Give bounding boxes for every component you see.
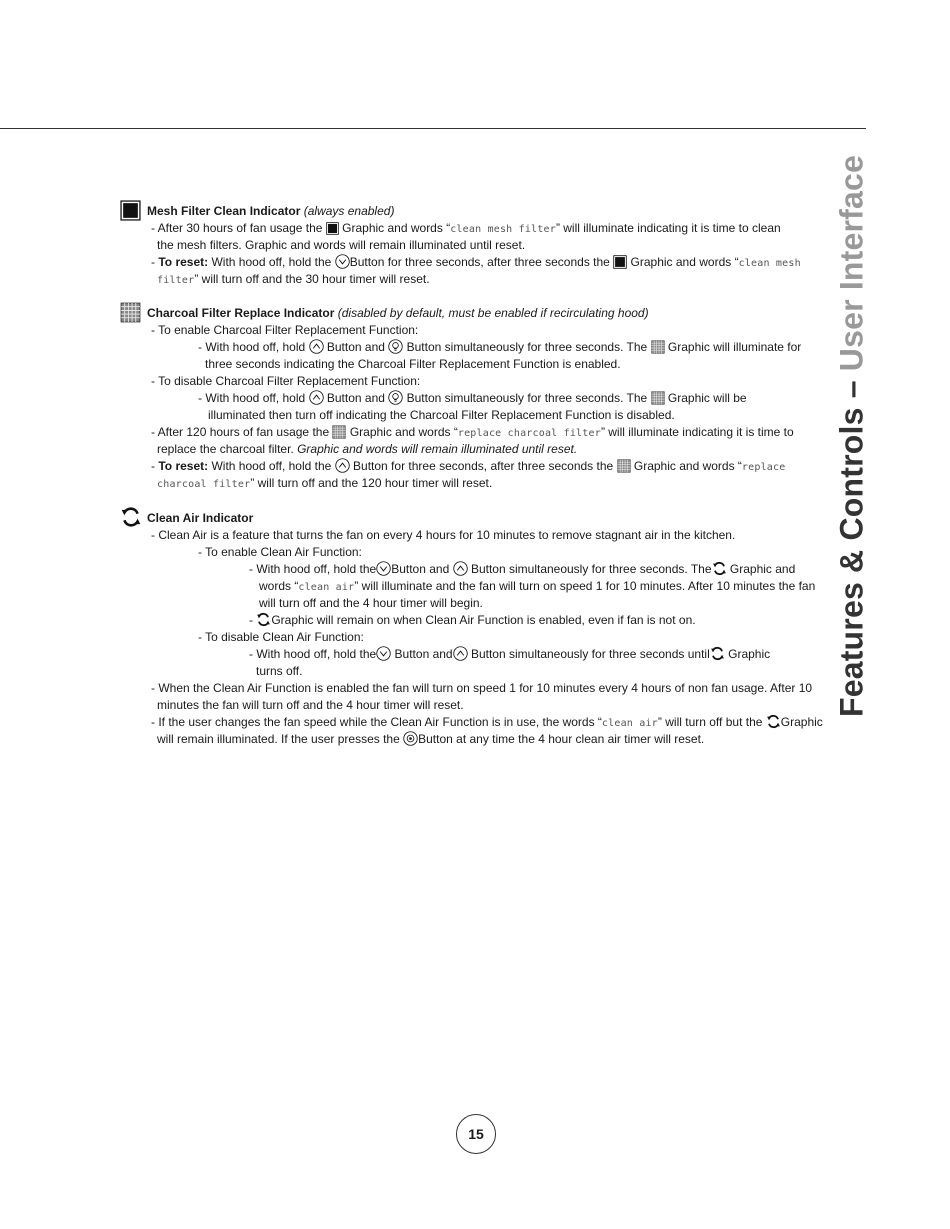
text: Button simultaneously for three seconds. The xyxy=(406,391,648,405)
display-text: clean mesh filter xyxy=(450,224,556,235)
charcoal-after-line-1 xyxy=(151,424,794,442)
display-text: clean mesh xyxy=(738,258,801,269)
text: - xyxy=(151,459,159,473)
mesh-line-3 xyxy=(151,254,801,272)
fan-up-button-icon xyxy=(453,561,468,576)
charcoal-enable-line-2: three seconds indicating the Charcoal Filter Replacement Function is enabled. xyxy=(205,357,621,371)
side-title-dash: – xyxy=(833,371,870,408)
mesh-filter-icon xyxy=(326,222,339,235)
clean-air-disable-heading: - To disable Clean Air Function: xyxy=(198,630,364,644)
clean-air-enable-heading: - To enable Clean Air Function: xyxy=(198,545,362,559)
charcoal-filter-icon xyxy=(332,425,346,439)
side-title-sub: User Interface xyxy=(833,154,870,372)
fan-down-button-icon xyxy=(335,254,350,269)
text: ” will turn off but the xyxy=(657,715,763,729)
charcoal-disable-heading: - To disable Charcoal Filter Replacement Function: xyxy=(151,374,421,388)
clean-air-icon xyxy=(712,561,727,576)
fan-down-button-icon xyxy=(376,646,391,661)
clean-air-disable-line-2: turns off. xyxy=(256,664,303,678)
clean-air-icon xyxy=(766,714,781,729)
charcoal-filter-icon xyxy=(617,459,631,473)
text: Graphic and words will remain illuminated until reset. xyxy=(297,442,578,456)
text: With hood off, hold the xyxy=(208,255,332,269)
mesh-line-4 xyxy=(157,271,430,289)
charcoal-enable-heading: - To enable Charcoal Filter Replacement Function: xyxy=(151,323,419,337)
text: Button simultaneously for three seconds. The xyxy=(406,340,648,354)
clean-air-if-line-2 xyxy=(157,731,704,748)
fan-up-button-icon xyxy=(453,646,468,661)
charcoal-enable-line-1 xyxy=(198,339,801,356)
text: Button and xyxy=(391,562,450,576)
text: Button simultaneously for three seconds. The xyxy=(470,562,712,576)
text: - After 30 hours of fan usage the xyxy=(151,221,323,235)
charcoal-note: (disabled by default, must be enabled if recirculating hood) xyxy=(337,306,649,320)
display-text: clean air xyxy=(298,582,355,593)
text: - After 120 hours of fan usage the xyxy=(151,425,330,439)
text: - With hood off, hold the xyxy=(249,562,377,576)
text: ” will turn off and the 120 hour timer will reset. xyxy=(250,476,493,490)
clean-air-when-line-2: minutes the fan will turn off and the 4 hour timer will reset. xyxy=(157,698,464,712)
text: Graphic and words “ xyxy=(633,459,742,473)
charcoal-disable-line-2: illuminated then turn off indicating the Charcoal Filter Replacement Function is disabled. xyxy=(208,408,675,422)
clean-air-icon xyxy=(120,506,142,533)
text: Button for three seconds, after three seconds the xyxy=(353,459,614,473)
clean-air-intro: - Clean Air is a feature that turns the fan on every 4 hours for 10 minutes to remove stagnant air in the kitchen. xyxy=(151,528,736,542)
clean-air-disable-line-1 xyxy=(249,646,770,663)
mesh-filter-icon xyxy=(120,200,141,226)
text: replace the charcoal filter. xyxy=(157,442,298,456)
clean-air-when-line-1: - When the Clean Air Function is enabled the fan will turn on speed 1 for 10 minutes every 4 hours of non fan usage. After 10 xyxy=(151,681,813,695)
text: will remain illuminated. If the user presses the xyxy=(157,732,400,746)
light-button-icon xyxy=(388,339,403,354)
fan-up-button-icon xyxy=(335,458,350,473)
light-button-icon xyxy=(388,390,403,405)
text: Graphic xyxy=(728,647,771,661)
clean-air-if-line-1 xyxy=(151,714,823,732)
text: Graphic will remain on when Clean Air Function is enabled, even if fan is not on. xyxy=(271,613,696,627)
mesh-filter-icon xyxy=(613,255,627,269)
text: Button and xyxy=(394,647,453,661)
reset-label: To reset: xyxy=(158,459,209,473)
fan-up-button-icon xyxy=(309,390,324,405)
mesh-note: (always enabled) xyxy=(303,204,395,218)
text: - With hood off, hold xyxy=(198,340,306,354)
charcoal-filter-icon xyxy=(120,302,141,328)
text: With hood off, hold the xyxy=(208,459,332,473)
text: Button at any time the 4 hour clean air timer will reset. xyxy=(418,732,705,746)
power-button-icon xyxy=(403,731,418,746)
text: Button and xyxy=(326,391,385,405)
page-number: 15 xyxy=(456,1114,496,1154)
text: Graphic and words “ xyxy=(342,221,451,235)
display-text: clean air xyxy=(601,718,658,729)
mesh-line-2: the mesh filters. Graphic and words will remain illuminated until reset. xyxy=(157,238,526,252)
clean-air-icon xyxy=(256,612,271,627)
clean-air-heading xyxy=(147,510,253,527)
display-text: replace charcoal filter xyxy=(457,428,601,439)
mesh-heading xyxy=(147,203,394,220)
display-text: filter xyxy=(157,275,195,286)
text: words “ xyxy=(259,579,299,593)
charcoal-heading xyxy=(147,305,649,322)
reset-label: To reset: xyxy=(158,255,209,269)
fan-up-button-icon xyxy=(309,339,324,354)
text: Graphic will illuminate for xyxy=(667,340,802,354)
clean-air-enable-line-1 xyxy=(249,561,795,578)
text: ” will illuminate indicating it is time to clean xyxy=(555,221,781,235)
charcoal-after-line-2 xyxy=(157,441,577,458)
text: Graphic and words “ xyxy=(630,255,739,269)
clean-air-enable-line-4 xyxy=(249,612,696,629)
side-title-main: Features & Controls xyxy=(833,407,870,718)
header-rule xyxy=(0,128,866,129)
mesh-title: Mesh Filter Clean Indicator xyxy=(147,204,301,218)
text: - If the user changes the fan speed while the Clean Air Function is in use, the words “ xyxy=(151,715,602,729)
text: ” will turn off and the 30 hour timer will reset. xyxy=(194,272,430,286)
charcoal-reset-line-1 xyxy=(151,458,785,476)
charcoal-disable-line-1 xyxy=(198,390,747,407)
text: Graphic and words “ xyxy=(349,425,458,439)
display-text: replace xyxy=(741,462,786,473)
text: Button for three seconds, after three seconds the xyxy=(349,255,610,269)
text: ” will illuminate and the fan will turn on speed 1 for 10 minutes. After 10 minutes the fan xyxy=(354,579,816,593)
charcoal-title: Charcoal Filter Replace Indicator xyxy=(147,306,335,320)
charcoal-filter-icon xyxy=(651,340,665,354)
charcoal-reset-line-2 xyxy=(157,475,492,493)
text: Graphic and xyxy=(729,562,796,576)
fan-down-button-icon xyxy=(376,561,391,576)
display-text: charcoal filter xyxy=(157,479,251,490)
text: - xyxy=(151,255,159,269)
text: - xyxy=(249,613,253,627)
clean-air-enable-line-2 xyxy=(259,578,815,596)
clean-air-title: Clean Air Indicator xyxy=(147,511,254,525)
text: Graphic will be xyxy=(667,391,747,405)
clean-air-icon xyxy=(710,646,725,661)
text: Graphic xyxy=(780,715,823,729)
text: Button and xyxy=(326,340,385,354)
charcoal-filter-icon xyxy=(651,391,665,405)
text: - With hood off, hold xyxy=(198,391,306,405)
clean-air-enable-line-3: will turn off and the 4 hour timer will begin. xyxy=(259,596,483,610)
text: ” will illuminate indicating it is time to xyxy=(600,425,794,439)
mesh-line-1 xyxy=(151,220,781,238)
text: - With hood off, hold the xyxy=(249,647,377,661)
text: Button simultaneously for three seconds until xyxy=(470,647,710,661)
